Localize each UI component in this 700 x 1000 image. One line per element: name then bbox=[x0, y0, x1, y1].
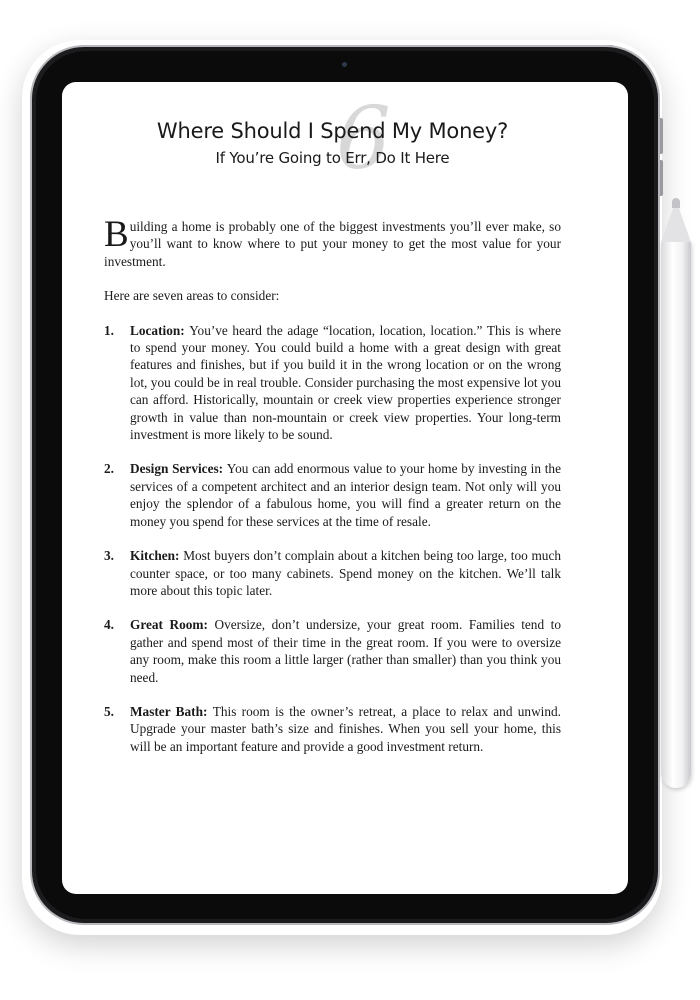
item-text: This room is the owner’s retreat, a place to relax and unwind. Upgrade your master bath’s size and finishes. When you sell your home, this will be an important feature and provide a good investment return. bbox=[130, 703, 561, 754]
item-term: Great Room: bbox=[130, 617, 208, 633]
volume-up-button bbox=[660, 118, 663, 154]
item-text: Oversize, don’t undersize, your great room. Families tend to gather and spend most of their time in the great room. If you were to oversize any room, make this room a little larger (rather than smaller) than you think you need. bbox=[130, 617, 561, 685]
chapter-number: 6 bbox=[336, 89, 391, 189]
areas-list bbox=[104, 322, 561, 756]
list-item bbox=[104, 547, 561, 599]
chapter-body bbox=[104, 214, 562, 772]
list-lead-in: Here are seven areas to consider: bbox=[104, 288, 280, 304]
intro-paragraph bbox=[104, 214, 561, 270]
list-item bbox=[104, 703, 561, 755]
item-number: 5. bbox=[104, 703, 114, 719]
list-item bbox=[104, 460, 561, 530]
volume-down-button bbox=[660, 160, 663, 196]
item-number: 2. bbox=[104, 461, 114, 477]
intro-section bbox=[104, 214, 561, 305]
item-number: 4. bbox=[104, 617, 114, 633]
chapter-title: Where Should I Spend My Money? bbox=[156, 119, 509, 143]
pencil-body bbox=[661, 240, 691, 788]
item-term: Kitchen: bbox=[130, 548, 180, 564]
tablet-screen bbox=[62, 82, 628, 894]
front-camera-icon bbox=[342, 62, 347, 67]
item-term: Location: bbox=[130, 322, 185, 338]
intro-text: uilding a home is probably one of the biggest investments you’ll ever make, so you’ll want to know where to put your money to get the most value for your investment. bbox=[104, 219, 561, 269]
item-term: Master Bath: bbox=[130, 703, 208, 719]
item-text: Most buyers don’t complain about a kitchen being too large, too much counter space, or too many cabinets. Spend money on the kitchen. We’ll talk more about this topic later. bbox=[130, 548, 562, 598]
drop-cap: B bbox=[104, 214, 129, 255]
list-item bbox=[104, 322, 561, 444]
stylus-pencil bbox=[661, 200, 691, 788]
item-term: Design Services: bbox=[130, 461, 224, 477]
chapter-subtitle: If You’re Going to Err, Do It Here bbox=[215, 149, 450, 167]
item-text: You’ve heard the adage “location, location, location.” This is where to spend your money. You could build a home with a great design with great features and finishes, but if you build it in the wrong location or on the wrong lot, you could be in real trouble. Consider purchasing the most expensive lot you can afford. Historically, mountain or creek view properties experience stronger growth in value than non-mountain or creek view properties. Your long-term investment is more likely to be sound. bbox=[130, 322, 562, 443]
item-number: 1. bbox=[104, 322, 114, 338]
item-number: 3. bbox=[104, 548, 114, 564]
item-text: You can add enormous value to your home by investing in the services of a competent architect and an interior design team. Not only will you enjoy the splendor of a fabulous home, you will find a greater return on the money you spend for these services at the time of resale. bbox=[130, 461, 561, 529]
book-page bbox=[104, 82, 561, 894]
list-item bbox=[104, 616, 561, 686]
pencil-nib bbox=[672, 198, 680, 208]
